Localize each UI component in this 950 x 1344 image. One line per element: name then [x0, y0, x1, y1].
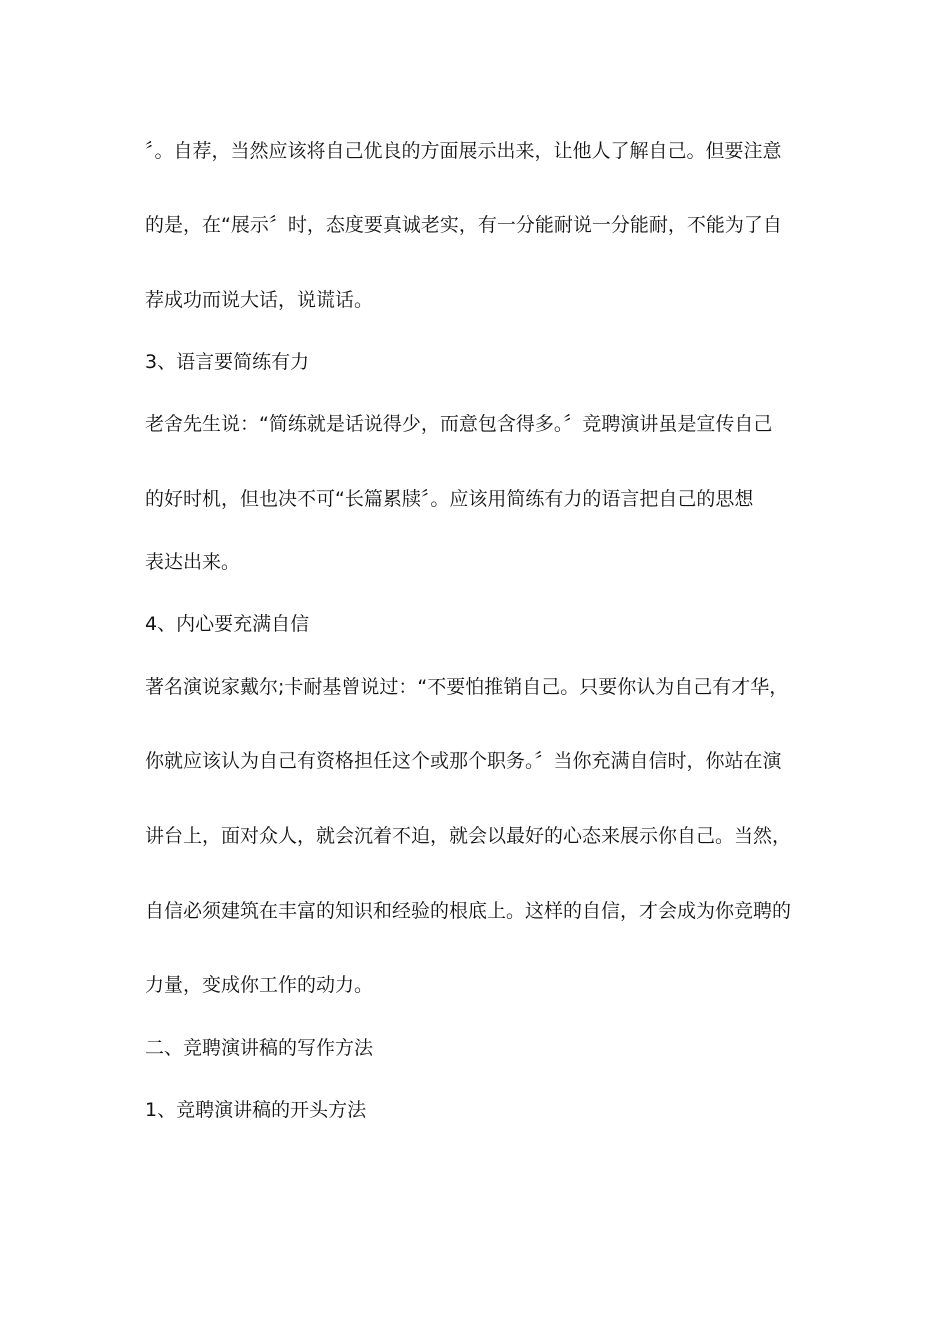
paragraph-line: 的好时机，但也决不可“长篇累牍〞。应该用简练有力的语言把自己的思想 [145, 488, 754, 510]
section-heading-4: 4、内心要充满自信 [145, 613, 310, 635]
paragraph-line: 的是，在“展示〞时，态度要真诚老实，有一分能耐说一分能耐，不能为了自 [145, 214, 782, 236]
chapter-heading-2: 二、竞聘演讲稿的写作方法 [145, 1037, 374, 1059]
section-heading-3: 3、语言要简练有力 [145, 351, 310, 373]
section-heading-1: 1、竞聘演讲稿的开头方法 [145, 1099, 367, 1121]
paragraph-line: 力量，变成你工作的动力。 [145, 974, 374, 996]
paragraph-line: 你就应该认为自己有资格担任这个或那个职务。〞当你充满自信时，你站在演 [145, 750, 782, 772]
paragraph-line: 表达出来。 [145, 551, 241, 573]
paragraph-line: 〞。自荐，当然应该将自己优良的方面展示出来，让他人了解自己。但要注意 [145, 140, 782, 162]
paragraph-line: 讲台上，面对众人，就会沉着不迫，就会以最好的心态来展示你自己。当然， [145, 825, 792, 847]
paragraph-line: 著名演说家戴尔;卡耐基曾说过：“不要怕推销自己。只要你认为自己有才华， [145, 676, 789, 698]
paragraph-line: 荐成功而说大话，说谎话。 [145, 289, 374, 311]
paragraph-line: 自信必须建筑在丰富的知识和经验的根底上。这样的自信，才会成为你竞聘的 [145, 900, 792, 922]
paragraph-line: 老舍先生说：“简练就是话说得少，而意包含得多。〞竞聘演讲虽是宣传自己 [145, 413, 773, 435]
